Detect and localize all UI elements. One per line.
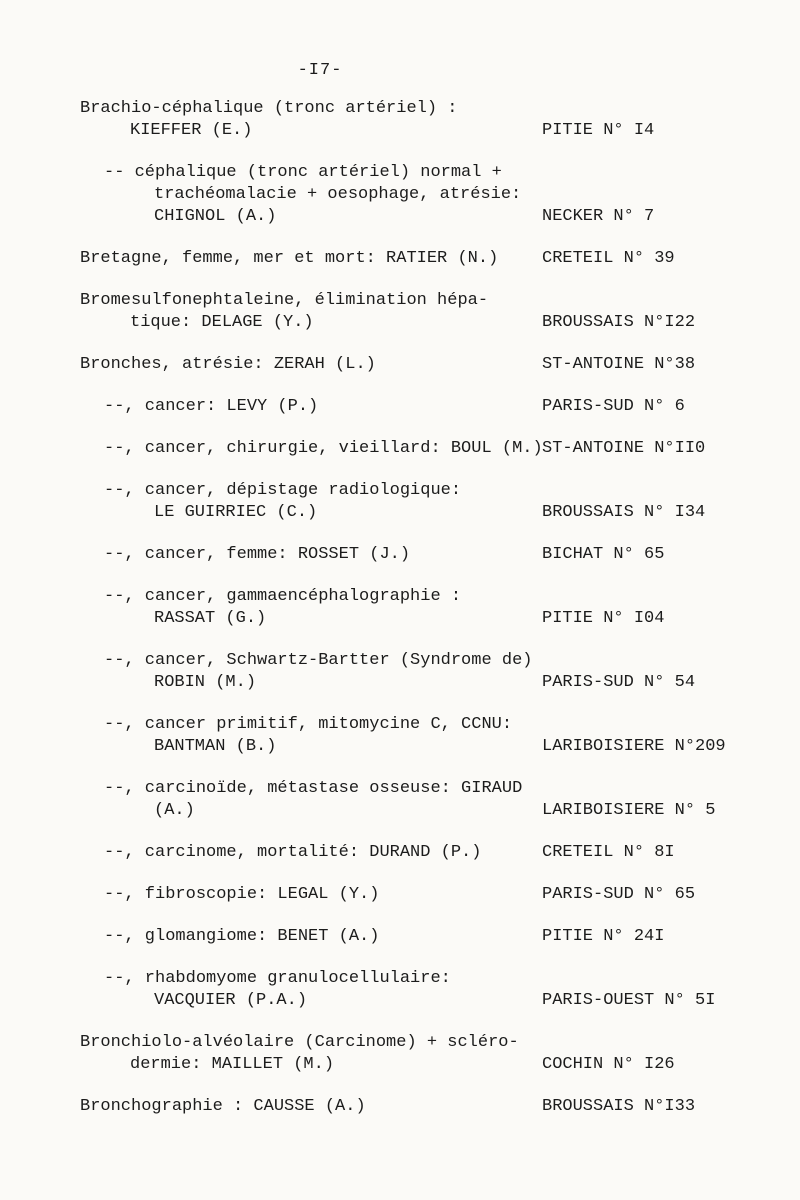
index-entry (80, 248, 760, 270)
index-entry (80, 1032, 760, 1076)
entry-line: tique: DELAGE (Y.) (130, 313, 314, 332)
page-number: -I7- (297, 61, 343, 80)
entry-line: LE GUIRRIEC (C.) (154, 503, 318, 522)
index-entry (104, 968, 760, 1012)
entry-subject (104, 396, 549, 418)
entry-line: trachéomalacie + oesophage, atrésie: (154, 185, 522, 204)
entry-subject (80, 354, 525, 376)
entry-line: --, carcinoïde, métastase osseuse: GIRAUD (104, 779, 523, 798)
index-entry (104, 778, 760, 822)
entry-line: Bretagne, femme, mer et mort: RATIER (N.) (80, 249, 499, 268)
entry-subject (104, 438, 549, 460)
entry-reference: PARIS-OUEST N° 5I (542, 991, 716, 1010)
entry-subject (80, 1096, 525, 1118)
entry-line: Bronchiolo-alvéolaire (Carcinome) + scléro- (80, 1033, 519, 1052)
entry-line: -- céphalique (tronc artériel) normal + (104, 163, 502, 182)
entry-reference: ST-ANTOINE N°38 (542, 355, 696, 374)
entry-subject (80, 98, 525, 142)
entry-line: Bronches, atrésie: ZERAH (L.) (80, 355, 376, 374)
entry-subject (104, 650, 549, 694)
entry-reference: NECKER N° 7 (542, 207, 655, 226)
entry-line: BANTMAN (B.) (154, 737, 277, 756)
index-entry (104, 926, 760, 948)
entry-line: --, cancer, dépistage radiologique: (104, 481, 462, 500)
entry-reference: COCHIN N° I26 (542, 1055, 675, 1074)
entry-reference: BICHAT N° 65 (542, 545, 665, 564)
index-entry (104, 544, 760, 566)
entry-line: CHIGNOL (A.) (154, 207, 277, 226)
entry-subject (104, 586, 549, 630)
entry-reference: BROUSSAIS N°I33 (542, 1097, 696, 1116)
entry-line: --, cancer, chirurgie, vieillard: BOUL (M.) (104, 439, 543, 458)
entry-subject (104, 926, 549, 948)
entry-subject (104, 162, 549, 228)
index-entry (80, 290, 760, 334)
entry-line: KIEFFER (E.) (130, 121, 253, 140)
entry-reference: PITIE N° I4 (542, 121, 655, 140)
index-entry (80, 98, 760, 142)
entry-reference: PITIE N° I04 (542, 609, 665, 628)
entry-line: --, carcinome, mortalité: DURAND (P.) (104, 843, 482, 862)
entry-reference: LARIBOISIERE N°209 (542, 737, 726, 756)
index-entries (80, 98, 760, 1138)
entry-reference: PITIE N° 24I (542, 927, 665, 946)
index-entry (80, 1096, 760, 1118)
entry-subject (80, 1032, 525, 1076)
entry-reference: CRETEIL N° 8I (542, 843, 675, 862)
entry-subject (104, 968, 549, 1012)
entry-line: (A.) (154, 801, 195, 820)
entry-line: Brachio-céphalique (tronc artériel) : (80, 99, 458, 118)
index-entry (104, 884, 760, 906)
entry-line: Bromesulfonephtaleine, élimination hépa- (80, 291, 489, 310)
index-entry (104, 650, 760, 694)
index-entry (104, 162, 760, 228)
index-entry (104, 714, 760, 758)
entry-line: --, cancer: LEVY (P.) (104, 397, 319, 416)
entry-subject (80, 248, 525, 270)
entry-reference: PARIS-SUD N° 54 (542, 673, 696, 692)
entry-subject (104, 884, 549, 906)
entry-line: VACQUIER (P.A.) (154, 991, 308, 1010)
entry-line: --, cancer, Schwartz-Bartter (Syndrome de) (104, 651, 533, 670)
entry-reference: PARIS-SUD N° 65 (542, 885, 696, 904)
entry-line: --, glomangiome: BENET (A.) (104, 927, 380, 946)
entry-line: RASSAT (G.) (154, 609, 267, 628)
entry-subject (104, 714, 549, 758)
index-entry (104, 438, 760, 460)
entry-line: --, rhabdomyome granulocellulaire: (104, 969, 451, 988)
entry-line: --, fibroscopie: LEGAL (Y.) (104, 885, 380, 904)
entry-reference: PARIS-SUD N° 6 (542, 397, 685, 416)
entry-subject (80, 290, 525, 334)
entry-subject (104, 778, 549, 822)
entry-reference: LARIBOISIERE N° 5 (542, 801, 716, 820)
entry-line: --, cancer, gammaencéphalographie : (104, 587, 462, 606)
index-entry (104, 396, 760, 418)
index-entry (104, 480, 760, 524)
entry-line: --, cancer, femme: ROSSET (J.) (104, 545, 411, 564)
entry-line: --, cancer primitif, mitomycine C, CCNU: (104, 715, 513, 734)
index-entry (104, 842, 760, 864)
entry-subject (104, 544, 549, 566)
index-entry (104, 586, 760, 630)
index-entry (80, 354, 760, 376)
entry-reference: BROUSSAIS N°I22 (542, 313, 696, 332)
entry-reference: ST-ANTOINE N°II0 (542, 439, 706, 458)
entry-reference: BROUSSAIS N° I34 (542, 503, 706, 522)
entry-line: dermie: MAILLET (M.) (130, 1055, 335, 1074)
entry-line: Bronchographie : CAUSSE (A.) (80, 1097, 366, 1116)
entry-line: ROBIN (M.) (154, 673, 257, 692)
entry-subject (104, 480, 549, 524)
entry-reference: CRETEIL N° 39 (542, 249, 675, 268)
entry-subject (104, 842, 549, 864)
